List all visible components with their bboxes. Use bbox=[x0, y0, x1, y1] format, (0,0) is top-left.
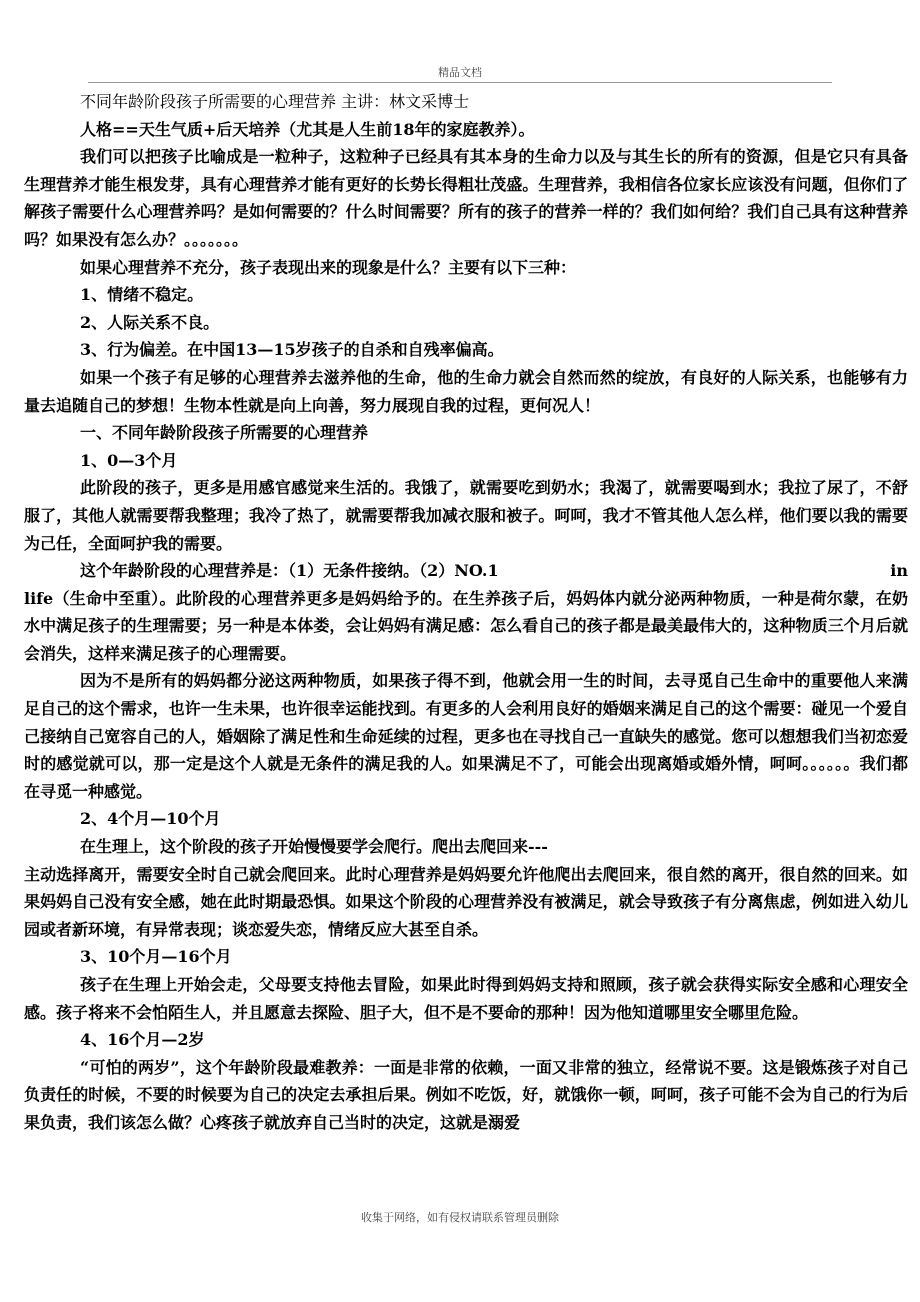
paragraph-stage4: “可怕的两岁”，这个年龄阶段最难教养：一面是非常的依赖，一面又非常的独立，经常说不要。这是锻炼孩子对自己负责任的时候，不要的时候要为自己的决定去承担后果。例如不吃饭，好，就饿你一顿，呵呵，孩子可能不会为自己的行为后果负责，我们该怎么做？心疼孩子就放弃自己当时的决定，这就是溺爱 bbox=[24, 1057, 908, 1132]
paragraph-stage1-nutrition-start: 这个年龄阶段的心理营养是：（1）无条件接纳。（2）NO.1 bbox=[80, 561, 499, 581]
paragraph-intro: 我们可以把孩子比喻成是一粒种子，这粒种子已经具有其本身的生命力以及与其生长的所有的资源，但是它只有具备生理营养才能生根发芽，具有心理营养才能有更好的长势长得粗壮茂盛。生理营养，我相信各位家长应该没有问题，但你们了解孩子需要什么心理营养吗？是如何需要的？什么时间需要？所有的孩子的营养一样的？我们如何给？我们自己具有这种营养吗？如果没有怎么办？。。。。。。。 bbox=[24, 147, 908, 249]
list-item: 3、行为偏差。在中国13—15岁孩子的自杀和自残率偏高。 bbox=[80, 340, 504, 360]
subsection-heading: 2、4个月—10个月 bbox=[80, 809, 221, 829]
paragraph-stage2-start: 在生理上，这个阶段的孩子开始慢慢要学会爬行。爬出去爬回来--- bbox=[80, 837, 548, 857]
paragraph-formula: 人格==天生气质+后天培养（尤其是人生前18年的家庭教养）。 bbox=[80, 119, 535, 139]
paragraph-stage3: 孩子在生理上开始会走，父母要支持他去冒险，如果此时得到妈妈支持和照顾，孩子就会获得实际安全感和心理安全感。孩子将来不会怕陌生人，并且愿意去探险、胆子大，但不是不要命的那种！因为他知道哪里安全哪里危险。 bbox=[24, 975, 908, 1022]
page-footer: 收集于网络，如有侵权请联系管理员删除 bbox=[361, 1211, 559, 1224]
paragraph-symptoms-heading: 如果心理营养不充分，孩子表现出来的现象是什么？主要有以下三种： bbox=[80, 257, 577, 277]
section-heading: 一、不同年龄阶段孩子所需要的心理营养 bbox=[80, 423, 369, 443]
paragraph-stage1-nutrition-in: in bbox=[890, 561, 908, 581]
list-item: 2、人际关系不良。 bbox=[80, 312, 220, 332]
subsection-heading: 4、16个月—2岁 bbox=[80, 1030, 205, 1050]
paragraph-stage2: 主动选择离开，需要安全时自己就会爬回来。此时心理营养是妈妈要允许他爬出去爬回来，很自然的离开，很自然的回来。如果妈妈自己没有安全感，她在此时期最恐惧。如果这个阶段的心理营养没有被满足，就会导致孩子有分离焦虑，例如进入幼儿园或者新环境，有异常表现；谈恋爱失恋，情绪反应大甚至自杀。 bbox=[24, 864, 908, 939]
paragraph-nutrition: 如果一个孩子有足够的心理营养去滋养他的生命，他的生命力就会自然而然的绽放，有良好的人际关系，也能够有力量去追随自己的梦想！生物本性就是向上向善，努力展现自我的过程，更何况人！ bbox=[24, 367, 908, 415]
list-item: 1、情绪不稳定。 bbox=[80, 285, 204, 305]
paragraph-stage1-nutrition: life（生命中至重）。此阶段的心理营养更多是妈妈给予的。在生养孩子后，妈妈体内就分泌两种物质，一种是荷尔蒙，在奶水中满足孩子的生理需要；另一种是本体娄，会让妈妈有满足感：怎么看自己的孩子都是最美最伟大的，这种物质三个月后就会消失，这样来满足孩子的心理需要。 bbox=[24, 588, 908, 663]
document-body bbox=[24, 88, 908, 1137]
document-title: 不同年龄阶段孩子所需要的心理营养 主讲：林文采博士 bbox=[80, 92, 470, 111]
subsection-heading: 3、10个月—16个月 bbox=[80, 947, 232, 967]
header-divider bbox=[88, 82, 832, 83]
paragraph-stage1: 此阶段的孩子，更多是用感官感觉来生活的。我饿了，就需要吃到奶水；我渴了，就需要喝到水；我拉了尿了，不舒服了，其他人就需要帮我整理；我冷了热了，就需要帮我加减衣服和被子。呵呵，我才不管其他人怎么样，他们要以我的需要为己任，全面呵护我的需要。 bbox=[24, 478, 908, 553]
paragraph-stage1-seek: 因为不是所有的妈妈都分泌这两种物质，如果孩子得不到，他就会用一生的时间，去寻觅自己生命中的重要他人来满足自己的这个需求，也许一生未果，也许很幸运能找到。有更多的人会利用良好的婚姻来满足自己的这个需要：碰见一个爱自己接纳自己宽容自己的人，婚姻除了满足性和生命延续的过程，更多也在寻找自己一直缺失的感觉。您可以想想我们当初恋爱时的感觉就可以，那一定是这个人就是无条件的满足我的人。如果满足不了，可能会出现离婚或婚外情，呵呵。。。。。。我们都在寻觅一种感觉。 bbox=[24, 671, 908, 801]
page-header: 精品文档 bbox=[438, 66, 482, 79]
subsection-heading: 1、0—3个月 bbox=[80, 450, 178, 470]
paragraph-stage1-nutrition-line bbox=[24, 557, 908, 585]
